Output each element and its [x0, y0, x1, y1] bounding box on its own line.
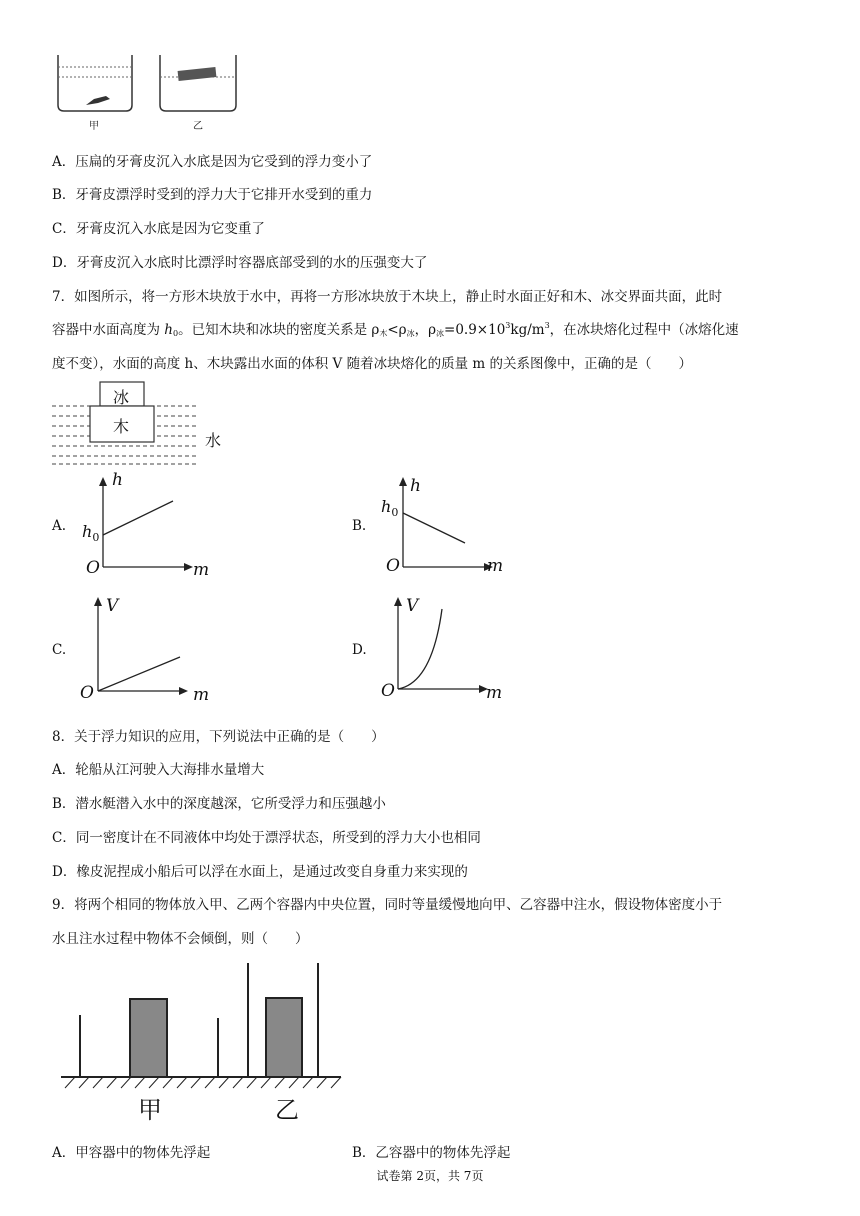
q6-option-d: D．牙膏皮沉入水底时比漂浮时容器底部受到的水的压强变大了: [52, 255, 428, 271]
q7-stem-line3: 度不变），水面的高度 h、木块露出水面的体积 V 随着冰块熔化的质量 m 的关系图像中，正确的是（ ）: [52, 356, 692, 372]
ice-wood-water-figure: [50, 380, 250, 470]
toothpaste-containers-figure: [50, 55, 250, 135]
graph-a: [85, 475, 205, 575]
q9-option-a: A．甲容器中的物体先浮起: [52, 1145, 211, 1161]
graph-b-option: B.: [352, 518, 367, 534]
graph-d: [380, 595, 500, 695]
q9-label-yi: 乙: [275, 1096, 299, 1124]
q8-option-c: C．同一密度计在不同液体中均处于漂浮状态，所受到的浮力大小也相同: [52, 830, 481, 846]
q6-option-b: B．牙膏皮漂浮时受到的浮力大于它排开水受到的重力: [52, 187, 373, 203]
graph-d-x-label: m: [486, 683, 503, 703]
graph-a-origin: O: [86, 558, 100, 578]
q9-option-b: B．乙容器中的物体先浮起: [352, 1145, 511, 1161]
graph-a-option: A.: [52, 518, 67, 534]
q9-stem-line1: 9．将两个相同的物体放入甲、乙两个容器内中央位置，同时等量缓慢地向甲、乙容器中注水，假设物体密度小于: [52, 897, 723, 913]
q7-stem-line2: 容器中水面高度为 $h_0$。已知木块和冰块的密度关系是 $\rho_木<\rho_冰$，$\rho_冰=0.9\times 10^3kg/m^3$，在冰块熔化过程中（冰熔化速: [52, 321, 739, 338]
graph-b-origin: O: [386, 556, 400, 576]
water-label: 水: [205, 431, 222, 450]
graph-c-line: [98, 657, 180, 691]
ice-label: 冰: [113, 388, 130, 407]
q7-stem-line1: 7．如图所示，将一方形木块放于水中，再将一方形冰块放于木块上，静止时水面正好和木、冰交界面共面，此时: [52, 289, 723, 305]
wood-label: 木: [113, 417, 130, 436]
q8-option-a: A．轮船从江河驶入大海排水量增大: [52, 762, 265, 778]
graph-d-curve: [398, 609, 442, 689]
container-label-left: 甲: [89, 121, 99, 132]
q9-label-jia: 甲: [138, 1096, 162, 1124]
page-footer: 试卷第 2页，共 7页: [376, 1169, 484, 1183]
graph-c-x-label: m: [193, 685, 210, 705]
graph-d-origin: O: [381, 681, 395, 701]
graph-a-h0-label: $h_0$: [82, 522, 100, 544]
graph-c-option: C.: [52, 642, 67, 658]
q8-option-b: B．潜水艇潜入水中的深度越深，它所受浮力和压强越小: [52, 796, 386, 812]
graph-b-y-label: h: [410, 476, 421, 496]
container-label-right: 乙: [193, 121, 203, 132]
graph-c: [80, 595, 200, 695]
graph-b-h0-label: $h_0$: [381, 497, 399, 519]
graph-a-y-label: h: [112, 470, 123, 490]
graph-d-option: D.: [352, 642, 367, 658]
q8-option-d: D．橡皮泥捏成小船后可以浮在水面上，是通过改变自身重力来实现的: [52, 864, 468, 880]
graph-c-origin: O: [80, 683, 94, 703]
graph-b-line: [403, 513, 465, 543]
graph-a-x-label: m: [193, 560, 210, 580]
q6-option-c: C．牙膏皮沉入水底是因为它变重了: [52, 221, 265, 237]
graph-b-x-label: m: [487, 556, 504, 576]
graph-d-y-label: V: [406, 596, 419, 616]
two-containers-figure: [55, 960, 355, 1100]
q6-option-a: A．压扁的牙膏皮沉入水底是因为它受到的浮力变小了: [52, 154, 373, 170]
graph-c-y-label: V: [106, 596, 119, 616]
graph-a-line: [103, 501, 173, 535]
q8-stem: 8．关于浮力知识的应用，下列说法中正确的是（ ）: [52, 729, 385, 745]
q9-stem-line2: 水且注水过程中物体不会倾倒，则（ ）: [52, 931, 309, 947]
